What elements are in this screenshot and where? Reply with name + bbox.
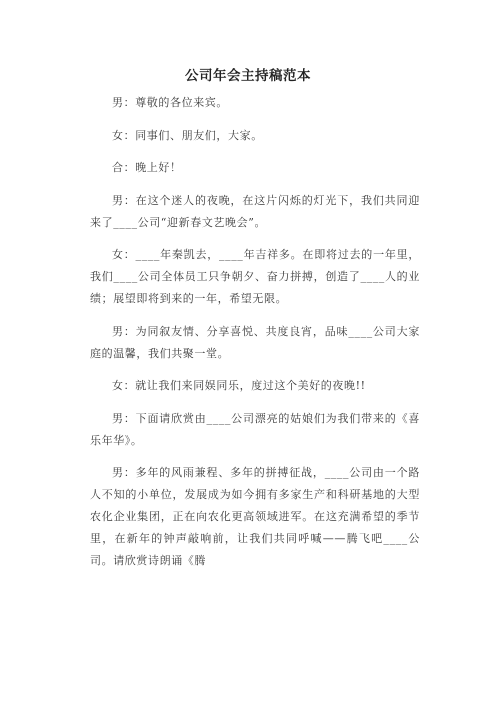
paragraph: 男：下面请欣赏由____公司漂亮的姑娘们为我们带来的《喜乐年华》。: [90, 411, 420, 447]
paragraph: 女：就让我们来同娱同乐，度过这个美好的夜晚!!: [112, 379, 366, 392]
document-title: 公司年会主持稿范本: [185, 68, 311, 84]
paragraph: 女：____年秦凯去，____年吉祥多。在即将过去的一年里，我们____公司全体员工只争朝夕、奋力拼搏，创造了____人的业绩；展望即将到来的一年，希望无限。: [90, 248, 420, 305]
paragraph: 男：为同叙友情、分享喜悦、共度良宵，品味____公司大家庭的温馨，我们共聚一堂。: [90, 324, 420, 360]
paragraph: 男：多年的风雨兼程、多年的拼搏征战，____公司由一个路人不知的小单位，发展成为如今拥有多家生产和科研基地的大型农化企业集团，正在向农化更高领域进军。在这充满希望的季节里，在新年的钟声敲响前，让我们共同呼喊——腾飞吧____公司。请欣赏诗朗诵《腾: [90, 466, 420, 567]
document-body: [90, 92, 420, 583]
paragraph: 合：晚上好！: [112, 161, 182, 174]
paragraph: 男：在这个迷人的夜晚，在这片闪烁的灯光下，我们共同迎来了____公司“迎新春文艺晚会”。: [90, 193, 420, 229]
paragraph: 男：尊敬的各位来宾。: [112, 96, 228, 109]
paragraph: 女：同事们、朋友们，大家。: [112, 128, 263, 142]
